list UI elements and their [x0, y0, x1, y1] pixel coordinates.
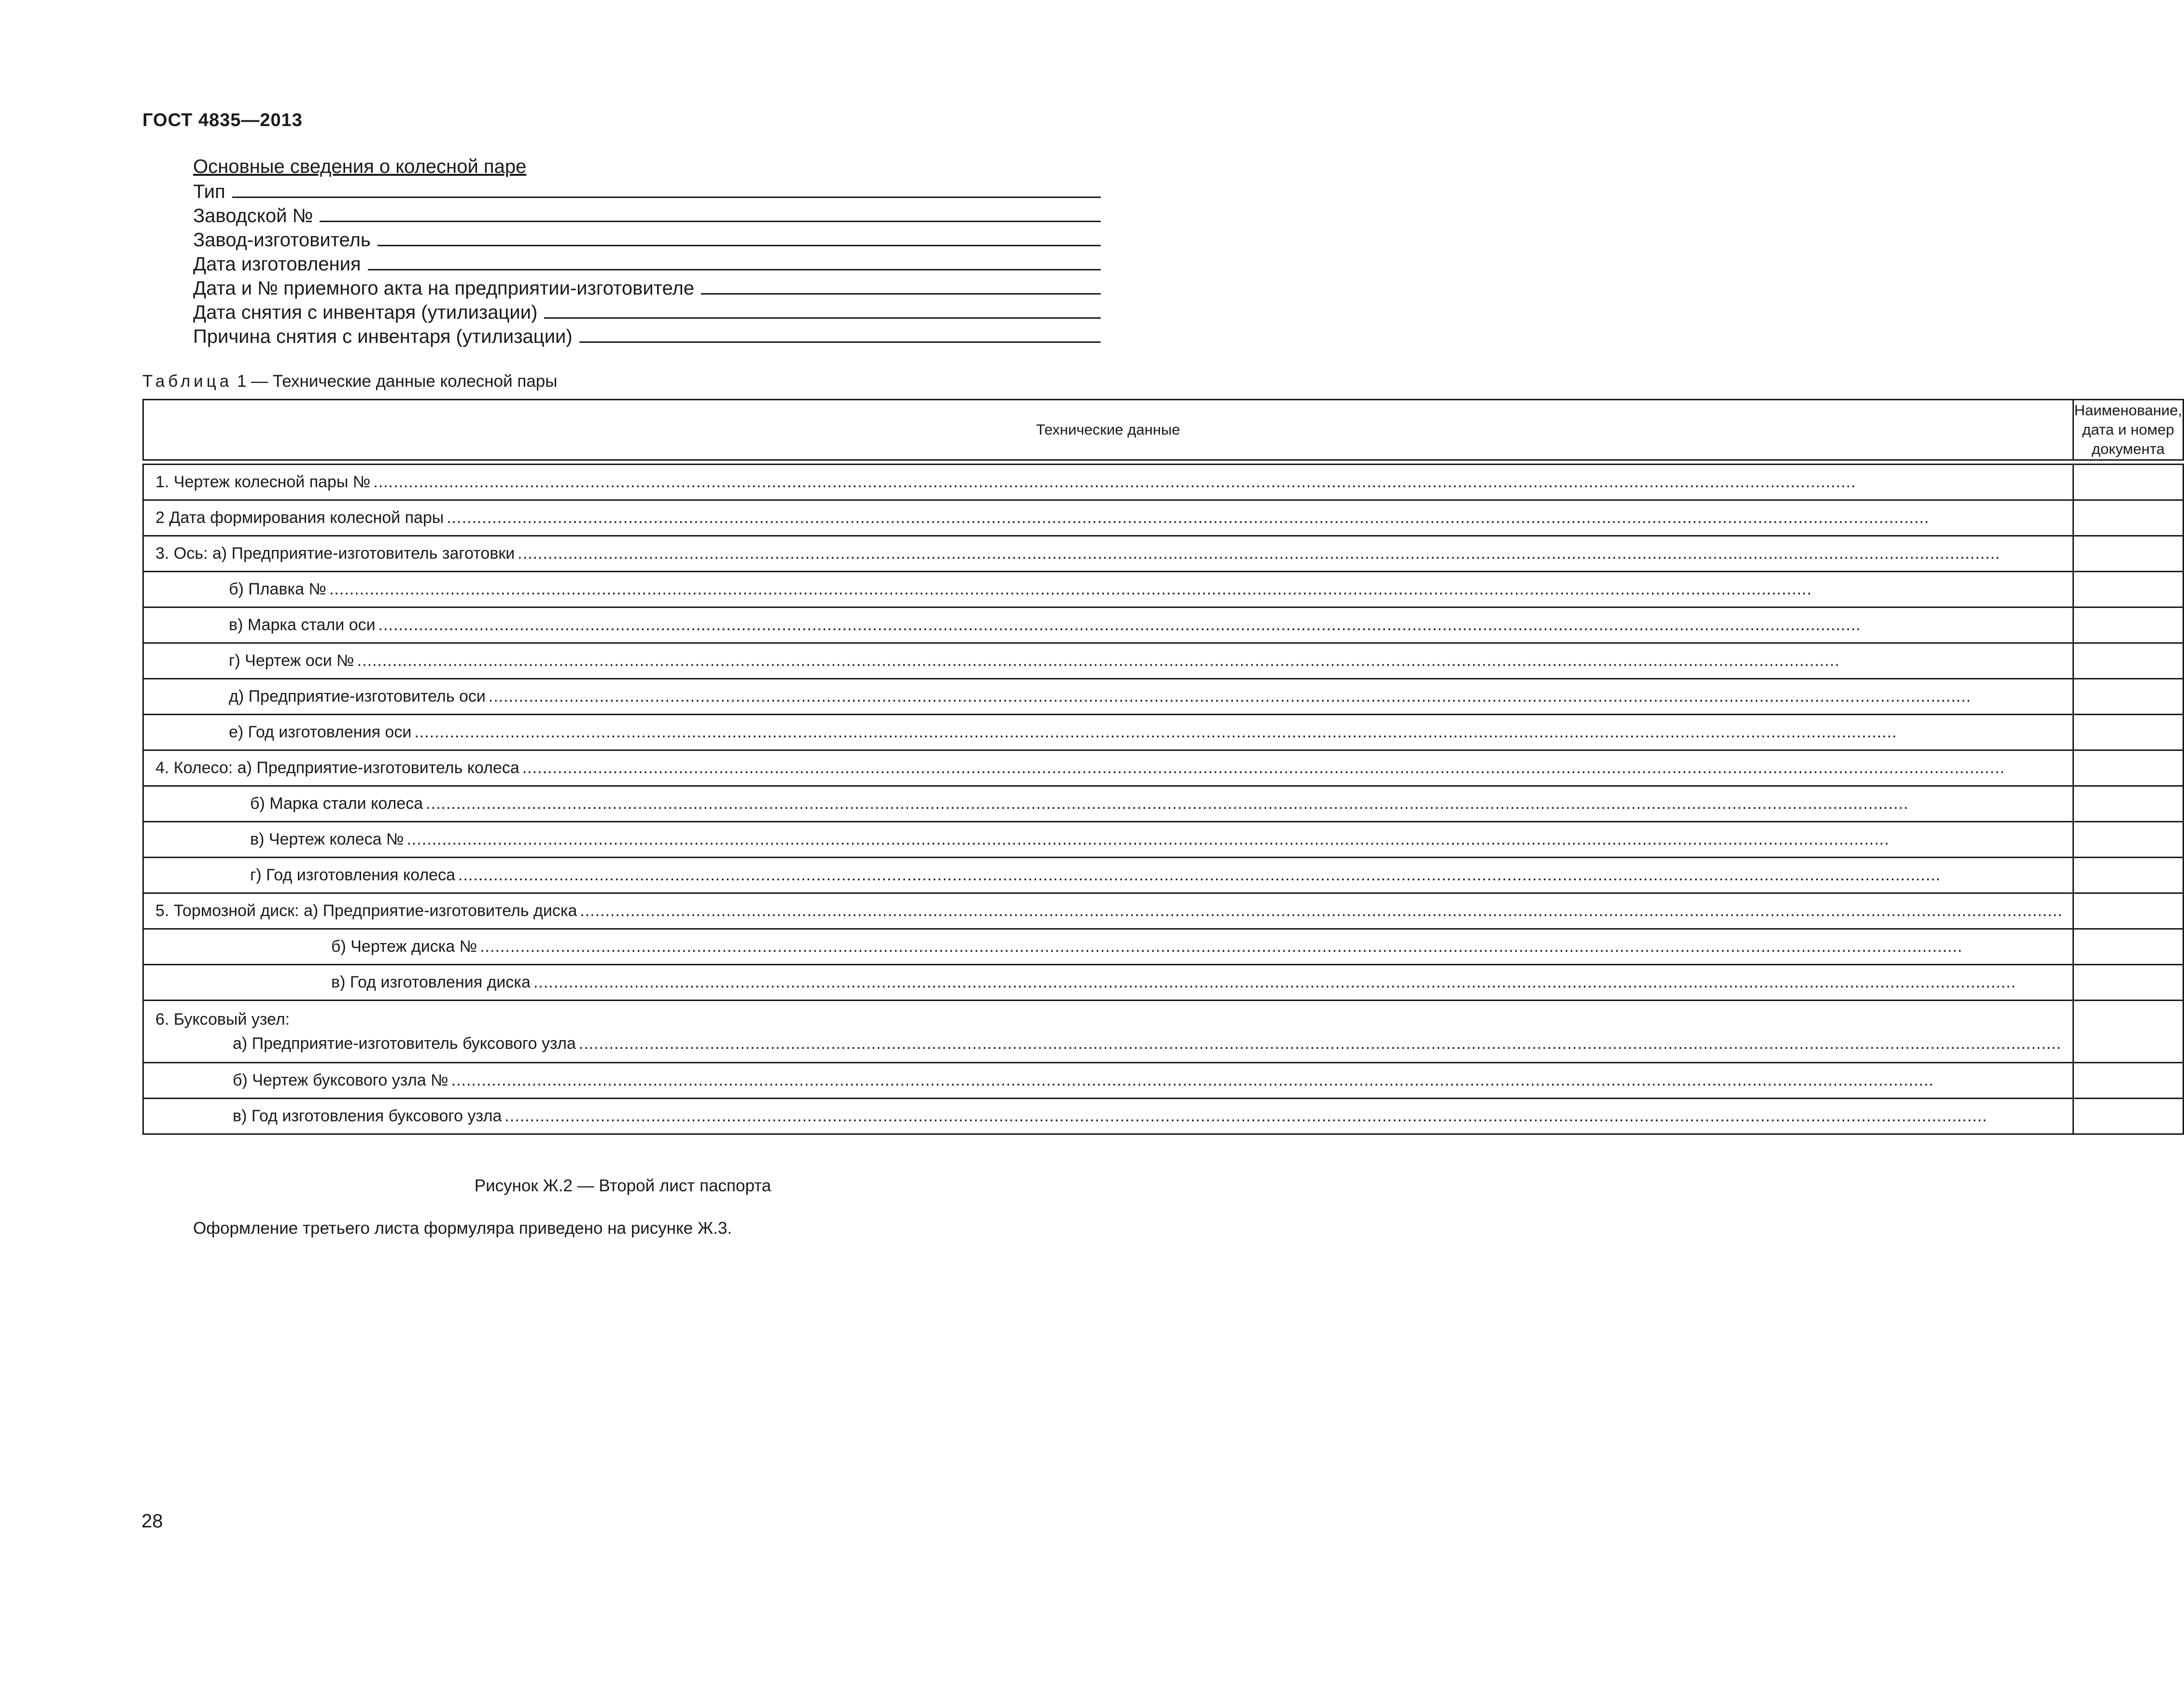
row-text: 5. Тормозной диск: а) Предприятие-изготовитель диска [155, 902, 577, 920]
table-row [143, 465, 2184, 500]
leader-dots [579, 1031, 2063, 1056]
fill-line [579, 341, 1101, 343]
fill-line [544, 317, 1101, 319]
field-label: Тип [193, 181, 225, 202]
info-field-type [193, 179, 1101, 203]
document-cell[interactable] [2073, 1099, 2184, 1134]
column-header-technical-data: Технические данные [143, 400, 2073, 460]
leader-dots [329, 580, 2053, 599]
document-cell[interactable] [2073, 536, 2184, 572]
header-gap [143, 460, 2184, 465]
row-text: в) Марка стали оси [229, 616, 376, 634]
row-description [143, 607, 2073, 643]
row-description [143, 786, 2073, 822]
leader-dots [522, 759, 2053, 777]
table-row [143, 500, 2184, 536]
row-description [143, 858, 2073, 893]
leader-dots [357, 651, 2053, 670]
fill-line [232, 197, 1101, 198]
document-cell[interactable] [2073, 965, 2184, 1001]
document-cell[interactable] [2073, 679, 2184, 715]
technical-data-table [142, 399, 2184, 1135]
info-field-manufacturer [193, 227, 1101, 251]
table-row [143, 965, 2184, 1001]
leader-dots [414, 723, 2053, 742]
info-field-date [193, 251, 1101, 275]
info-field-decommission-date [193, 299, 1101, 324]
row-description [143, 465, 2073, 500]
table-row [143, 1063, 2184, 1099]
row-heading: 6. Буксовый узел: [155, 1010, 290, 1029]
leader-dots [378, 616, 2053, 635]
row-description [143, 500, 2073, 536]
row-text: б) Чертеж диска № [331, 937, 477, 956]
row-text: 2 Дата формирования колесной пары [155, 508, 444, 527]
info-title: Основные сведения о колесной паре [193, 156, 527, 177]
row-text: б) Чертеж буксового узла № [233, 1071, 448, 1089]
row-description [143, 893, 2073, 929]
leader-dots [518, 544, 2053, 563]
table-row [143, 750, 2184, 786]
row-description [143, 750, 2073, 786]
row-text: б) Плавка № [229, 580, 326, 598]
table-header-row [143, 400, 2184, 460]
row-description [143, 572, 2073, 607]
table-row [143, 786, 2184, 822]
row-description [143, 715, 2073, 750]
row-description [143, 679, 2073, 715]
field-label: Дата и № приемного акта на предприятии-изготовителе [193, 278, 695, 299]
leader-dots [426, 794, 2053, 813]
document-cell[interactable] [2073, 500, 2184, 536]
document-cell[interactable] [2073, 572, 2184, 607]
leader-dots [447, 508, 2053, 527]
document-header: ГОСТ 4835—2013 [142, 110, 303, 130]
row-text: 3. Ось: а) Предприятие-изготовитель заготовки [155, 544, 515, 563]
document-cell[interactable] [2073, 858, 2184, 893]
row-text: г) Год изготовления колеса [250, 866, 455, 884]
document-cell[interactable] [2073, 929, 2184, 965]
leader-dots [458, 866, 2053, 885]
wheelset-info-block [193, 155, 1101, 348]
leader-dots [406, 830, 2053, 849]
row-text: г) Чертеж оси № [229, 651, 354, 670]
row-description [143, 965, 2073, 1001]
document-cell[interactable] [2073, 1063, 2184, 1099]
leader-dots [580, 902, 2062, 920]
table-row [143, 858, 2184, 893]
row-text: д) Предприятие-изготовитель оси [229, 687, 486, 706]
fill-line [378, 245, 1101, 246]
row-description [143, 643, 2073, 679]
fill-line [368, 269, 1101, 270]
row-text: в) Год изготовления буксового узла [233, 1107, 502, 1125]
row-description [143, 1001, 2073, 1063]
row-text: б) Марка стали колеса [250, 794, 423, 813]
fill-line [701, 293, 1101, 295]
row-text: в) Чертеж колеса № [250, 830, 404, 848]
info-field-acceptance [193, 275, 1101, 299]
document-cell[interactable] [2073, 607, 2184, 643]
table-row [143, 643, 2184, 679]
row-text: а) Предприятие-изготовитель буксового узла [233, 1034, 576, 1053]
row-text: 4. Колесо: а) Предприятие-изготовитель колеса [155, 759, 519, 777]
document-cell[interactable] [2073, 786, 2184, 822]
row-text: е) Год изготовления оси [229, 723, 412, 741]
document-cell[interactable] [2073, 893, 2184, 929]
row-text: 1. Чертеж колесной пары № [155, 473, 371, 491]
table-row [143, 536, 2184, 572]
leader-dots [489, 687, 2053, 706]
table-row [143, 572, 2184, 607]
table-row [143, 1099, 2184, 1134]
table-caption-text: 1 — Технические данные колесной пары [232, 372, 558, 391]
document-cell[interactable] [2073, 822, 2184, 858]
row-description [143, 536, 2073, 572]
table-row [143, 1001, 2184, 1063]
field-label: Дата снятия с инвентаря (утилизации) [193, 302, 538, 323]
info-field-serial [193, 203, 1101, 227]
table-row [143, 893, 2184, 929]
leader-dots [533, 973, 2063, 992]
table-row [143, 607, 2184, 643]
field-label: Дата изготовления [193, 254, 361, 275]
field-label: Заводской № [193, 205, 313, 226]
table-caption-word: Таблица [142, 372, 233, 391]
table-caption [142, 372, 557, 391]
table-row [143, 929, 2184, 965]
column-header-document: Наименование, дата и номер документа [2073, 400, 2184, 460]
leader-dots [373, 473, 2053, 492]
document-cell[interactable] [2073, 750, 2184, 786]
fill-line [320, 221, 1101, 222]
table-row [143, 679, 2184, 715]
document-cell[interactable] [2073, 465, 2184, 500]
leader-dots [451, 1071, 2063, 1090]
row-description [143, 822, 2073, 858]
row-text: в) Год изготовления диска [331, 973, 531, 991]
field-label: Завод-изготовитель [193, 229, 371, 251]
row-description [143, 1063, 2073, 1099]
leader-dots [480, 937, 2062, 956]
field-label: Причина снятия с инвентаря (утилизации) [193, 326, 573, 347]
document-cell[interactable] [2073, 715, 2184, 750]
row-description [143, 1099, 2073, 1134]
table-row [143, 715, 2184, 750]
figure-caption: Рисунок Ж.2 — Второй лист паспорта [474, 1176, 771, 1195]
info-field-decommission-reason [193, 324, 1101, 348]
document-cell[interactable] [2073, 643, 2184, 679]
table-row [143, 822, 2184, 858]
page-number: 28 [141, 1510, 163, 1532]
body-paragraph: Оформление третьего листа формуляра приведено на рисунке Ж.3. [193, 1219, 732, 1238]
row-description [143, 929, 2073, 965]
document-cell[interactable] [2073, 1001, 2184, 1063]
leader-dots [504, 1107, 2062, 1126]
